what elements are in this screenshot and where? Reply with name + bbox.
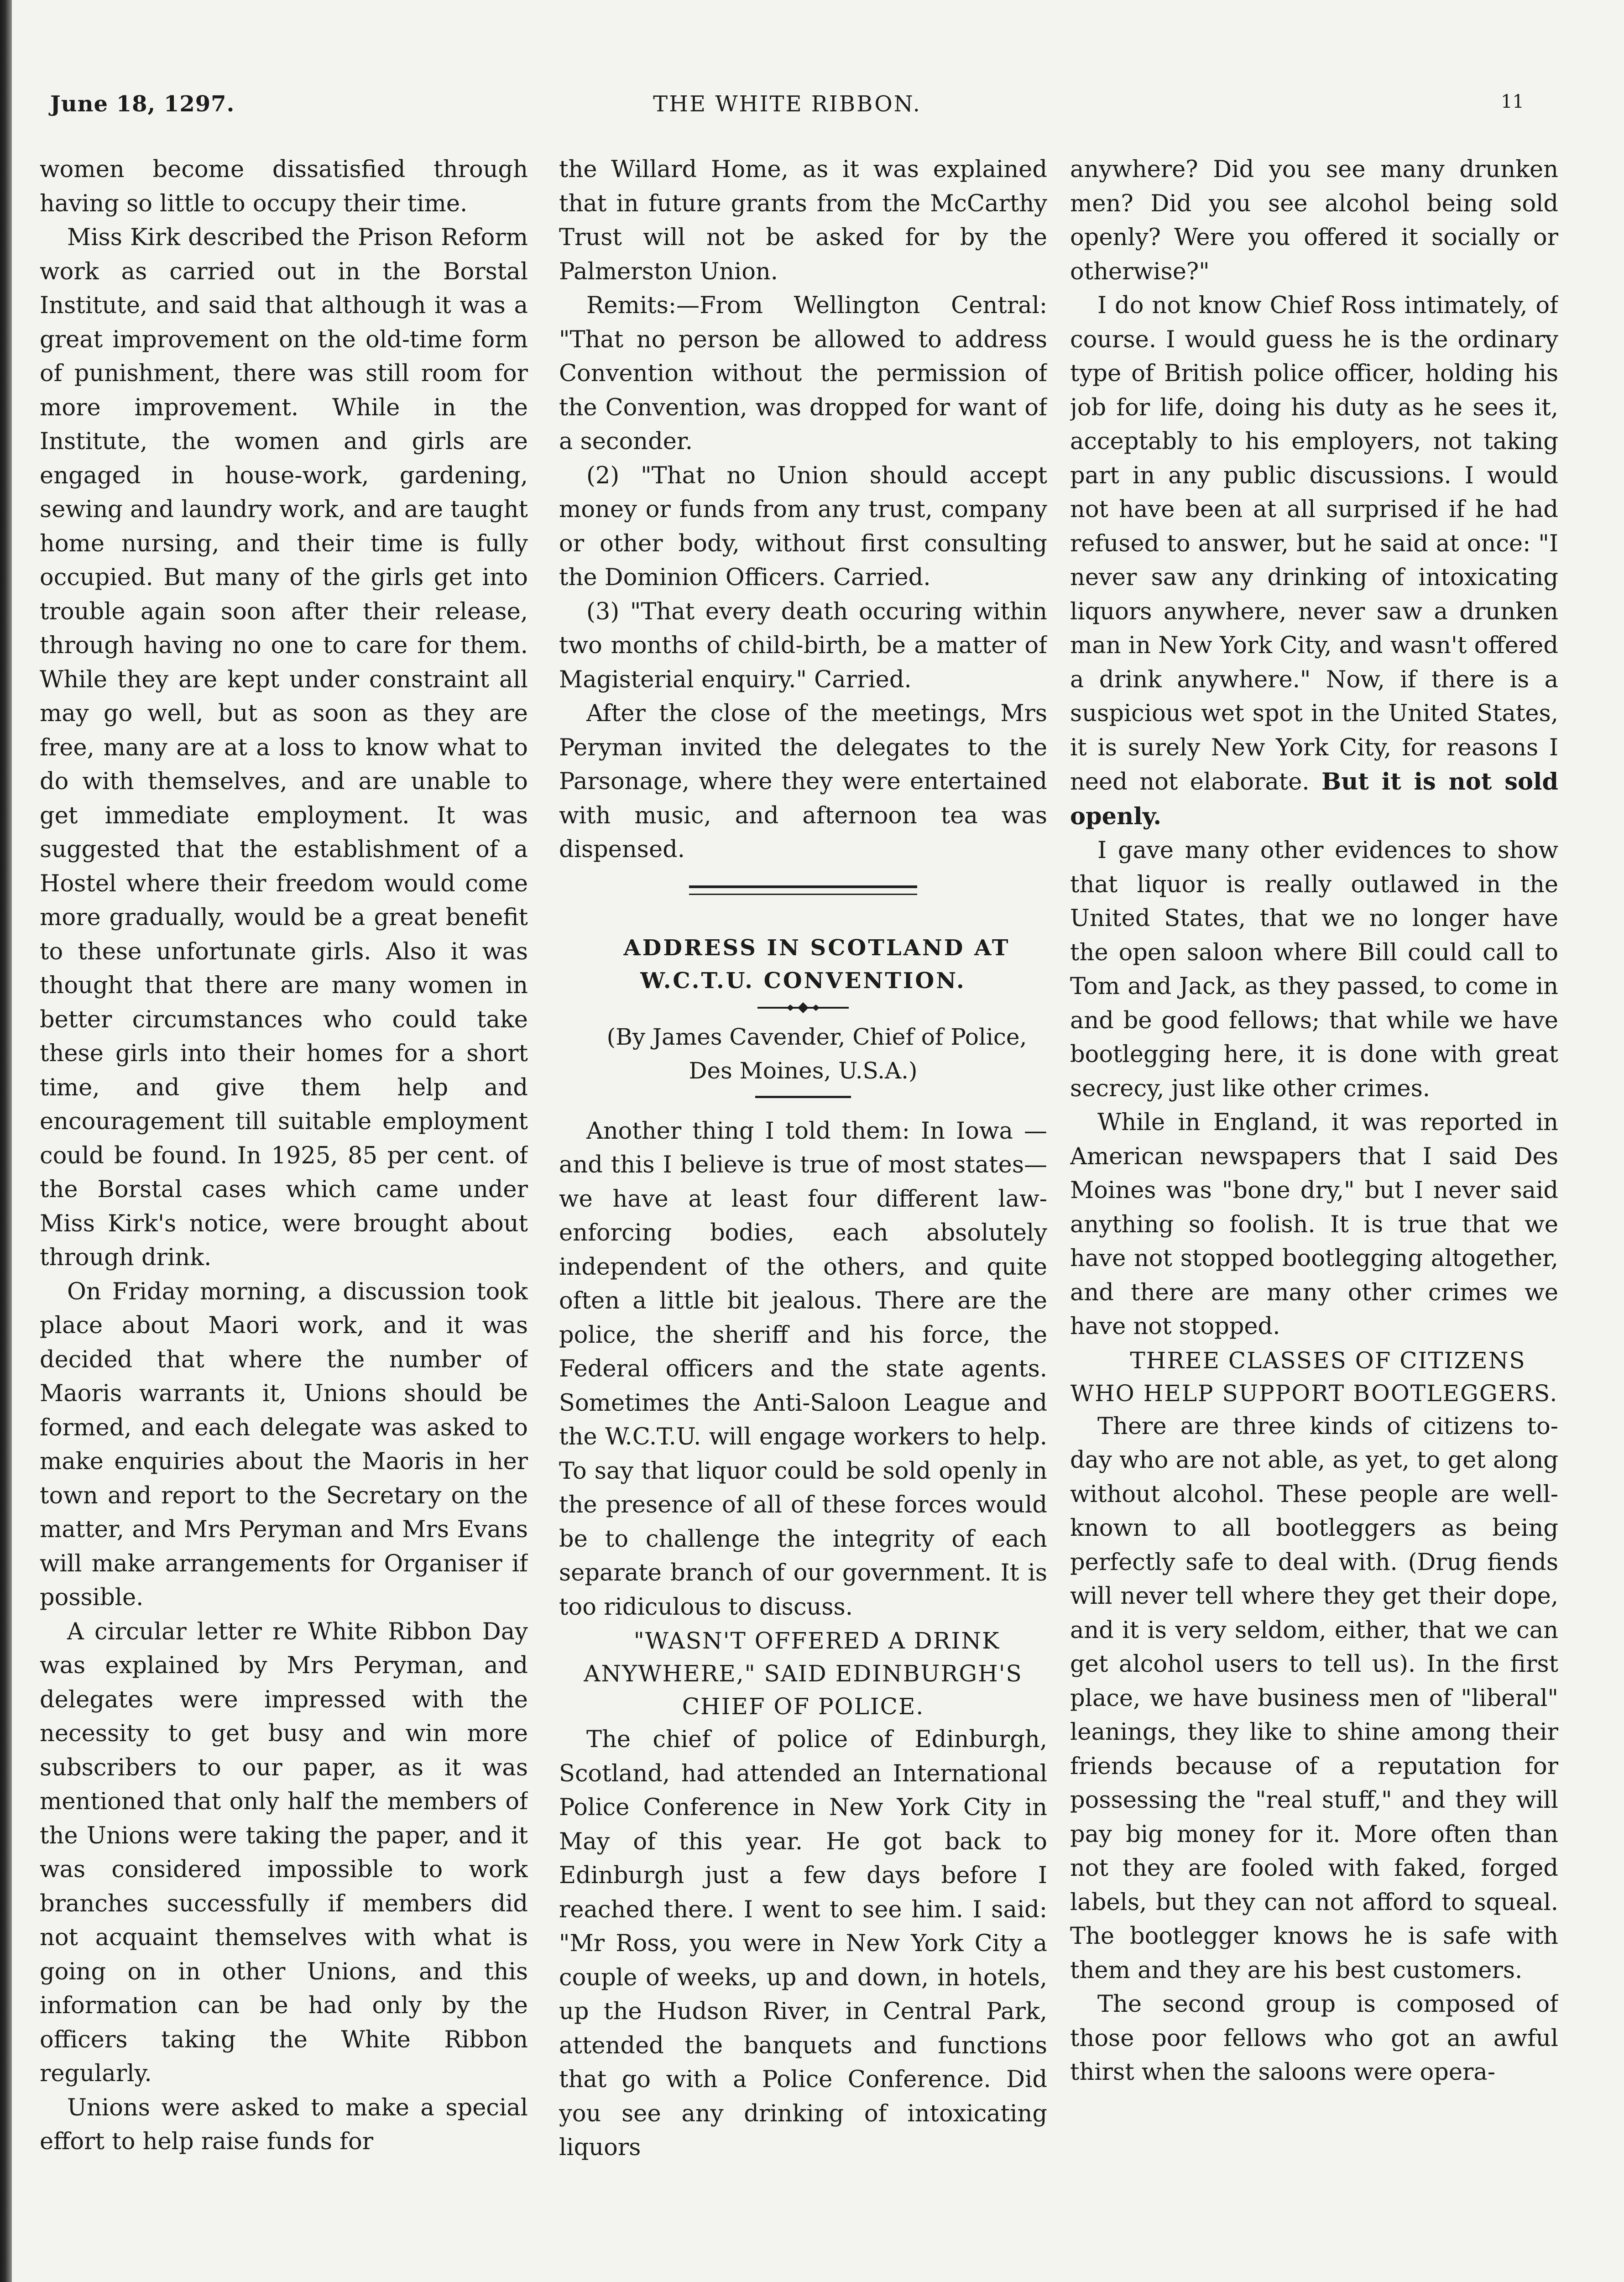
- paragraph: the Willard Home, as it was explained that in future grants from the McCarthy Trust will not be asked for by the Palmerston Union.: [559, 156, 1047, 285]
- paragraph: (2) "That no Union should accept money or funds from any trust, company or other body, without first consulting the Dominion Officers. Carried.: [559, 462, 1047, 591]
- paragraph: Remits:—From Wellington Central: "That no person be allowed to address Convention without the permission of the Convention, was dropped for want of a seconder.: [559, 292, 1047, 455]
- paragraph: (3) "That every death occuring within two months of child-birth, be a matter of Magisterial enquiry." Carried.: [559, 598, 1047, 693]
- byline-divider: [755, 1096, 851, 1098]
- paragraph: [1070, 289, 1558, 834]
- paragraph: women become dissatisfied through having so little to occupy their time.: [40, 156, 528, 217]
- paragraph: anywhere? Did you see many drunken men? Did you see alcohol being sold openly? Were you offered it socially or otherwise?": [1070, 156, 1558, 285]
- paragraph: On Friday morning, a discussion took place about Maori work, and it was decided that where the number of Maoris warrants it, Unions should be formed, and each delegate was asked to make enquiries about the Maoris in her town and report to the Secretary on the matter, and Mrs Peryman and Mrs Evans will make arrangements for Organiser if possible.: [40, 1278, 528, 1611]
- page-header: [50, 91, 1524, 132]
- issue-date: June 18, 1297.: [50, 91, 235, 117]
- article-column-2: [559, 153, 1047, 2282]
- article-subheading: "WASN'T OFFERED A DRINK ANYWHERE," SAID EDINBURGH'S CHIEF OF POLICE.: [584, 1628, 1023, 1720]
- paragraph: There are three kinds of citizens to-day who are not able, as yet, to get along without alcohol. These people are well-known to all bootleggers as being perfectly safe to deal with. (Drug fiends will never tell where they get their dope, and it is very seldom, either, that we can get alcohol users to tell us). In the first place, we have business men of "liberal" leanings, they like to shine among their friends because of a reputation for possessing the "real stuff," and they will pay big money for it. More often than not they are fooled with faked, forged labels, but they can not afford to squeal. The bootlegger knows he is safe with them and they are his best customers.: [1070, 1413, 1558, 1984]
- article-subheading: THREE CLASSES OF CITIZENS WHO HELP SUPPORT BOOTLEGGERS.: [1070, 1347, 1558, 1407]
- paragraph: The second group is composed of those poor fellows who got an awful thirst when the saloons were opera-: [1070, 1991, 1558, 2086]
- paragraph: Miss Kirk described the Prison Reform work as carried out in the Borstal Institute, and said that although it was a great improvement on the old-time form of punishment, there was still room for more improvement. While in the Institute, the women and girls are engaged in house-work, gardening, sewing and laundry work, and are taught home nursing, and their time is fully occupied. But many of the girls get into trouble again soon after their release, through having no one to care for them. While they are kept under constraint all may go well, but as soon as they are free, many are at a loss to know what to do with themselves, and are unable to get immediate employment. It was suggested that the establishment of a Hostel where their freedom would come more gradually, would be a great benefit to these unfortunate girls. Also it was thought that there are many women in better circumstances who could take these girls into their homes for a short time, and give them help and encouragement till suitable employment could be found. In 1925, 85 per cent. of the Borstal cases which came under Miss Kirk's notice, were brought about through drink.: [40, 224, 528, 1271]
- paragraph: The chief of police of Edinburgh, Scotland, had attended an International Police Conference in New York City in May of this year. He got back to Edinburgh just a few days before I reached there. I went to see him. I said: "Mr Ross, you were in New York City a couple of weeks, up and down, in hotels, up the Hudson River, in Central Park, attended the banquets and functions that go with a Police Conference. Did you see any drinking of intoxicating liquors: [559, 1726, 1047, 2161]
- paragraph: While in England, it was reported in American newspapers that I said Des Moines was "bone dry," but I never said anything so foolish. It is true that we have not stopped bootlegging altogether, and there are many other crimes we have not stopped.: [1070, 1109, 1558, 1340]
- paragraph: I gave many other evidences to show that liquor is really outlawed in the United States, that we no longer have the open saloon where Bill could call to Tom and Jack, as they passed, to come in and be good fellows; that while we have bootlegging here, it is done with great secrecy, just like other crimes.: [1070, 837, 1558, 1102]
- paragraph: Another thing I told them: In Iowa —and this I believe is true of most states—we have at least four different law-enforcing bodies, each absolutely independent of the others, and quite often a little bit jealous. There are the police, the sheriff and his force, the Federal officers and the state agents. Sometimes the Anti-Saloon League and the W.C.T.U. will engage workers to help. To say that liquor could be sold openly in the presence of all of these forces would be to challenge the integrity of each separate branch of our government. It is too ridiculous to discuss.: [559, 1117, 1047, 1621]
- article-column-3: [1070, 153, 1558, 2282]
- publication-title: THE WHITE RIBBON.: [653, 91, 921, 117]
- article-headline: ADDRESS IN SCOTLAND AT W.C.T.U. CONVENTION.: [623, 935, 1010, 994]
- paragraph-text: I do not know Chief Ross intimately, of course. I would guess he is the ordinary type of British police officer, holding his job for life, doing his duty as he sees it, acceptably to his employers, not taking part in any public discussions. I would not have been at all surprised if he had refused to answer, but he said at once: "I never saw any drinking of intoxicating liquors anywhere, never saw a drunken man in New York City, and wasn't offered a drink anywhere." Now, if there is a suspicious wet spot in the United States, it is surely New York City, for reasons I need not elaborate.: [1070, 292, 1558, 796]
- page-number: 11: [1501, 91, 1524, 112]
- section-divider: [689, 885, 917, 895]
- article-byline: (By James Cavender, Chief of Police, Des Moines, U.S.A.): [606, 1023, 1027, 1084]
- page-binding-edge: [0, 0, 12, 2282]
- ornament-divider-icon: [757, 1000, 849, 1015]
- paragraph: Unions were asked to make a special effort to help raise funds for: [40, 2094, 528, 2155]
- paragraph: After the close of the meetings, Mrs Peryman invited the delegates to the Parsonage, where they were entertained with music, and afternoon tea was dispensed.: [559, 700, 1047, 863]
- article-column-1: [40, 153, 528, 2282]
- emphasized-sentence: But it is not sold openly.: [1070, 768, 1558, 830]
- paragraph: A circular letter re White Ribbon Day was explained by Mrs Peryman, and delegates were impressed with the necessity to get busy and win more subscribers to our paper, as it was mentioned that only half the members of the Unions were taking the paper, and it was considered impossible to work branches successfully if members did not acquaint themselves with what is going on in other Unions, and this information can be had only by the officers taking the White Ribbon regularly.: [40, 1618, 528, 2087]
